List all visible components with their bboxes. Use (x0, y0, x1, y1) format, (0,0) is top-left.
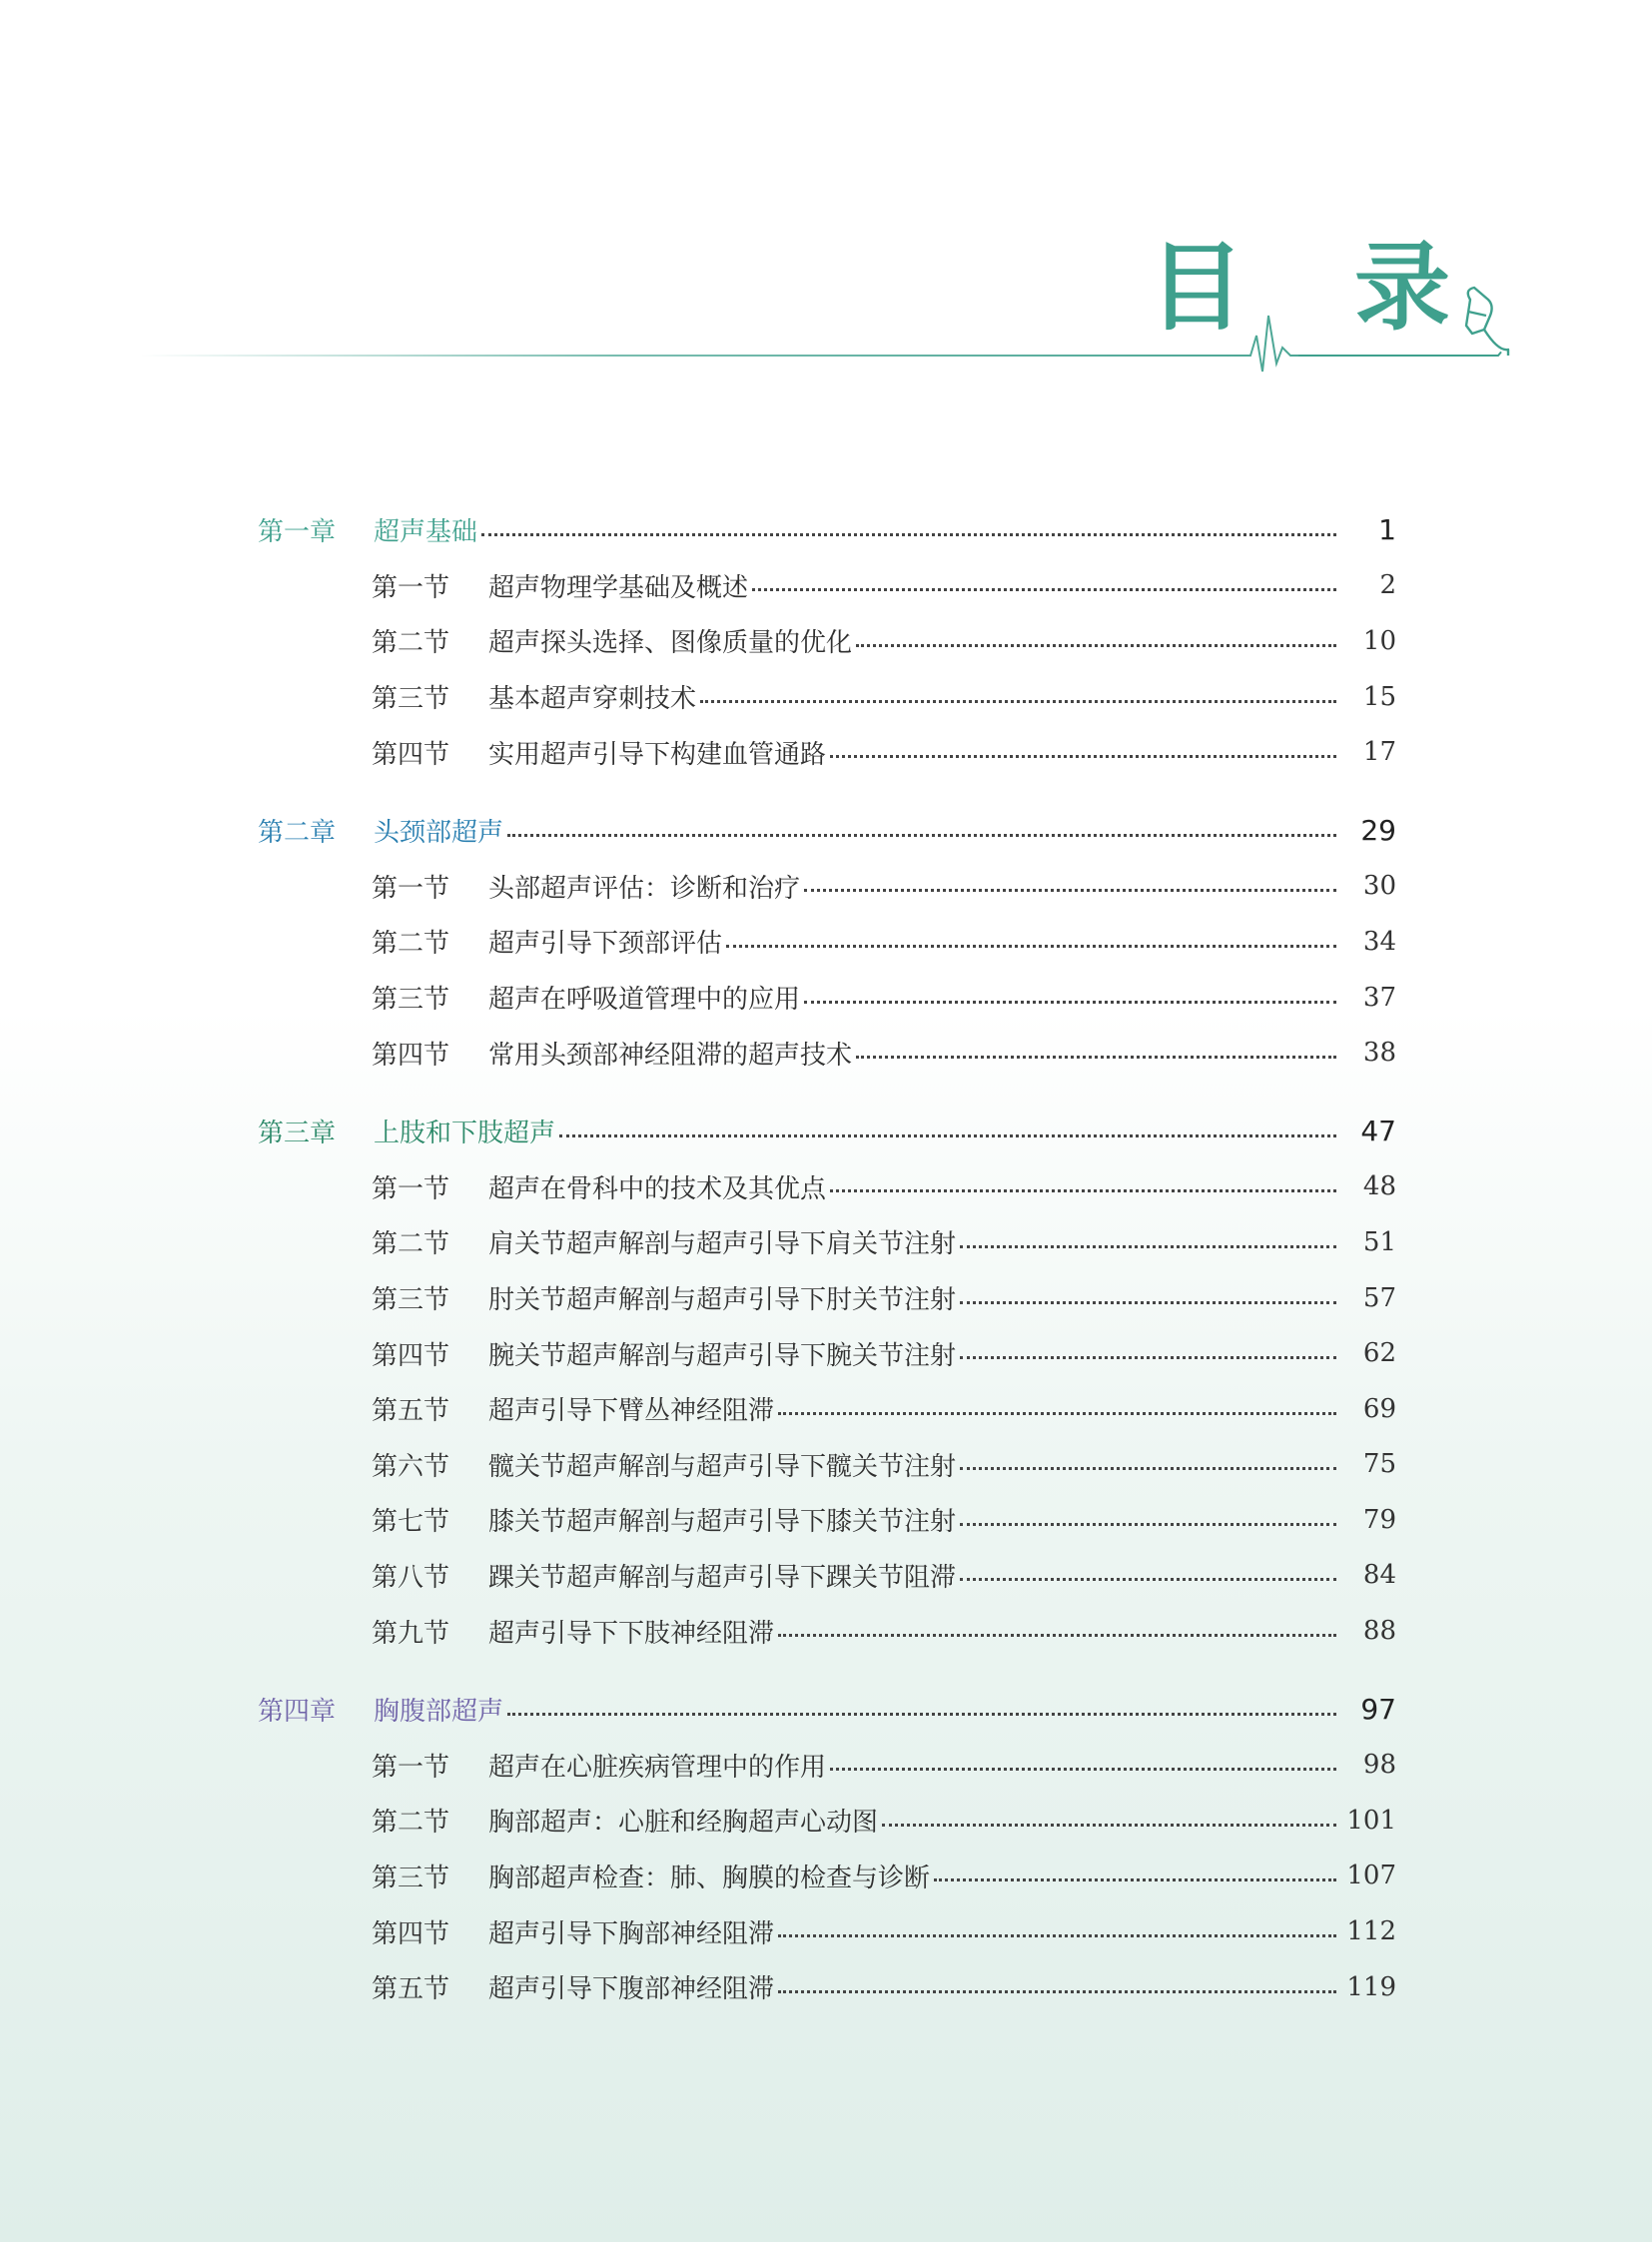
section-title: 超声在呼吸道管理中的应用 (488, 985, 801, 1016)
section-entry[interactable] (258, 724, 1396, 780)
section-entry[interactable] (258, 613, 1396, 669)
heartbeat-line (0, 260, 1652, 379)
chapter-block (258, 1104, 1396, 1659)
section-label (372, 1501, 956, 1538)
chapter-page-number: 47 (1360, 1115, 1396, 1148)
section-entry[interactable] (258, 1325, 1396, 1381)
section-label (372, 678, 696, 715)
page-header (0, 0, 1652, 419)
section-entry[interactable] (258, 1214, 1396, 1270)
section-page-number: 101 (1346, 1805, 1396, 1836)
section-page-number: 79 (1362, 1504, 1396, 1535)
leader-dots (856, 643, 1336, 647)
chapter-label (258, 1113, 555, 1149)
leader-dots (481, 532, 1336, 536)
leader-dots (856, 1055, 1336, 1059)
section-page-number: 30 (1362, 871, 1396, 902)
section-title: 腕关节超声解剖与超声引导下腕关节注射 (488, 1340, 957, 1371)
section-number: 第二节 (372, 628, 450, 659)
table-of-contents (258, 502, 1396, 2037)
section-entry[interactable] (258, 1793, 1396, 1849)
leader-dots (778, 1411, 1336, 1415)
section-number: 第一节 (372, 873, 450, 904)
section-number: 第六节 (372, 1451, 450, 1482)
leader-dots (960, 1244, 1336, 1248)
chapter-page-number: 29 (1360, 814, 1396, 848)
chapter-number: 第二章 (258, 818, 337, 849)
section-title: 胸部超声：心脏和经胸超声心动图 (488, 1808, 879, 1839)
leader-dots (960, 1466, 1336, 1470)
leader-dots (804, 1000, 1336, 1004)
section-page-number: 17 (1362, 737, 1396, 768)
section-label (372, 622, 852, 659)
leader-dots (752, 587, 1336, 591)
leader-dots (778, 1989, 1336, 1993)
chapter-entry[interactable] (258, 1682, 1396, 1738)
section-entry[interactable] (258, 1437, 1396, 1493)
section-label (372, 1557, 956, 1594)
leader-dots (830, 754, 1336, 758)
section-label (372, 1223, 956, 1260)
section-number: 第五节 (372, 1396, 450, 1427)
leader-dots (934, 1877, 1336, 1881)
section-title: 基本超声穿刺技术 (488, 684, 697, 715)
section-title: 超声引导下下肢神经阻滞 (488, 1618, 775, 1649)
section-title: 超声引导下腹部神经阻滞 (488, 1974, 775, 2005)
section-number: 第一节 (372, 1173, 450, 1204)
section-number: 第四节 (372, 739, 450, 770)
chapter-label (258, 511, 477, 548)
section-label (372, 1390, 774, 1427)
section-number: 第二节 (372, 929, 450, 960)
section-page-number: 107 (1346, 1861, 1396, 1891)
section-page-number: 37 (1362, 982, 1396, 1013)
leader-dots (960, 1355, 1336, 1359)
section-label (372, 1913, 774, 1950)
section-number: 第九节 (372, 1618, 450, 1649)
section-page-number: 88 (1362, 1616, 1396, 1647)
section-number: 第三节 (372, 684, 450, 715)
section-number: 第三节 (372, 1863, 450, 1893)
section-page-number: 10 (1362, 625, 1396, 656)
section-entry[interactable] (258, 558, 1396, 614)
section-label (372, 923, 722, 960)
section-page-number: 57 (1362, 1282, 1396, 1313)
section-page-number: 98 (1362, 1750, 1396, 1781)
section-label (372, 567, 748, 604)
section-entry[interactable] (258, 914, 1396, 970)
section-label (372, 1035, 852, 1072)
section-number: 第一节 (372, 1752, 450, 1783)
leader-dots (778, 1633, 1336, 1637)
ultrasound-probe-icon (1466, 288, 1508, 356)
section-entry[interactable] (258, 1603, 1396, 1659)
section-number: 第五节 (372, 1974, 450, 2005)
section-number: 第二节 (372, 1808, 450, 1839)
chapter-label (258, 1691, 503, 1728)
section-title: 超声引导下胸部神经阻滞 (488, 1918, 775, 1949)
leader-dots (559, 1133, 1336, 1137)
section-number: 第八节 (372, 1562, 450, 1593)
section-label (372, 1168, 826, 1205)
leader-dots (726, 944, 1336, 948)
section-title: 髋关节超声解剖与超声引导下髋关节注射 (488, 1451, 957, 1482)
section-entry[interactable] (258, 1737, 1396, 1793)
section-page-number: 84 (1362, 1560, 1396, 1591)
section-page-number: 48 (1362, 1171, 1396, 1202)
section-page-number: 34 (1362, 926, 1396, 957)
section-label (372, 1802, 878, 1839)
chapter-title: 头颈部超声 (374, 818, 504, 849)
chapter-title: 超声基础 (374, 517, 478, 548)
section-entry[interactable] (258, 1849, 1396, 1904)
section-entry[interactable] (258, 1492, 1396, 1548)
section-number: 第四节 (372, 1918, 450, 1949)
chapter-number: 第一章 (258, 517, 337, 548)
chapter-page-number: 97 (1360, 1693, 1396, 1727)
section-entry[interactable] (258, 669, 1396, 725)
leader-dots (882, 1823, 1336, 1827)
section-label (372, 1613, 774, 1650)
section-title: 肘关节超声解剖与超声引导下肘关节注射 (488, 1285, 957, 1316)
leader-dots (830, 1767, 1336, 1771)
section-label (372, 1335, 956, 1372)
section-number: 第三节 (372, 1285, 450, 1316)
section-entry[interactable] (258, 1903, 1396, 1959)
chapter-entry[interactable] (258, 1104, 1396, 1159)
section-label (372, 1446, 956, 1483)
section-title: 常用头颈部神经阻滞的超声技术 (488, 1040, 853, 1071)
leader-dots (778, 1933, 1336, 1937)
chapter-title: 胸腹部超声 (374, 1697, 504, 1728)
section-title: 超声探头选择、图像质量的优化 (488, 628, 853, 659)
title-char-2: 录 (1354, 232, 1450, 344)
chapter-title: 上肢和下肢超声 (374, 1119, 556, 1149)
leader-dots (507, 1712, 1336, 1716)
section-entry[interactable] (258, 1381, 1396, 1437)
section-page-number: 112 (1346, 1916, 1396, 1947)
section-page-number: 15 (1362, 681, 1396, 712)
section-title: 超声引导下臂丛神经阻滞 (488, 1396, 775, 1427)
leader-dots (804, 888, 1336, 892)
title-char-1: 目 (1149, 232, 1244, 344)
section-page-number: 51 (1362, 1226, 1396, 1257)
section-number: 第四节 (372, 1040, 450, 1071)
chapter-entry[interactable] (258, 803, 1396, 859)
section-entry[interactable] (258, 1270, 1396, 1326)
section-label (372, 734, 826, 771)
section-number: 第四节 (372, 1340, 450, 1371)
section-label (372, 868, 800, 905)
section-page-number: 62 (1362, 1338, 1396, 1369)
section-label (372, 1858, 930, 1894)
leader-dots (507, 833, 1336, 837)
section-page-number: 38 (1362, 1038, 1396, 1069)
section-page-number: 119 (1346, 1971, 1396, 2002)
chapter-entry[interactable] (258, 502, 1396, 558)
section-label (372, 1747, 826, 1784)
section-entry[interactable] (258, 1959, 1396, 2015)
chapter-block (258, 803, 1396, 1081)
section-title: 胸部超声检查：肺、胸膜的检查与诊断 (488, 1863, 931, 1893)
section-label (372, 1279, 956, 1316)
section-title: 实用超声引导下构建血管通路 (488, 739, 827, 770)
chapter-number: 第三章 (258, 1119, 337, 1149)
section-entry[interactable] (258, 1025, 1396, 1081)
section-number: 第二节 (372, 1229, 450, 1260)
section-title: 超声在心脏疾病管理中的作用 (488, 1752, 827, 1783)
section-number: 第三节 (372, 985, 450, 1016)
section-number: 第七节 (372, 1507, 450, 1538)
chapter-number: 第四章 (258, 1697, 337, 1728)
section-label (372, 1968, 774, 2005)
section-title: 超声在骨科中的技术及其优点 (488, 1173, 827, 1204)
chapter-page-number: 1 (1378, 513, 1396, 547)
section-title: 膝关节超声解剖与超声引导下膝关节注射 (488, 1507, 957, 1538)
section-title: 肩关节超声解剖与超声引导下肩关节注射 (488, 1229, 957, 1260)
leader-dots (960, 1522, 1336, 1526)
section-number: 第一节 (372, 572, 450, 603)
section-title: 超声引导下颈部评估 (488, 929, 723, 960)
section-page-number: 75 (1362, 1449, 1396, 1480)
section-entry[interactable] (258, 1159, 1396, 1215)
section-title: 头部超声评估：诊断和治疗 (488, 873, 801, 904)
section-entry[interactable] (258, 1548, 1396, 1604)
leader-dots (700, 699, 1336, 703)
section-label (372, 979, 800, 1016)
chapter-block (258, 502, 1396, 780)
chapter-block (258, 1682, 1396, 2015)
section-page-number: 2 (1379, 570, 1396, 601)
section-title: 踝关节超声解剖与超声引导下踝关节阻滞 (488, 1562, 957, 1593)
chapter-label (258, 812, 503, 849)
section-entry[interactable] (258, 859, 1396, 915)
section-page-number: 69 (1362, 1393, 1396, 1424)
section-entry[interactable] (258, 970, 1396, 1026)
leader-dots (960, 1300, 1336, 1304)
leader-dots (960, 1577, 1336, 1581)
leader-dots (830, 1188, 1336, 1192)
section-title: 超声物理学基础及概述 (488, 572, 749, 603)
